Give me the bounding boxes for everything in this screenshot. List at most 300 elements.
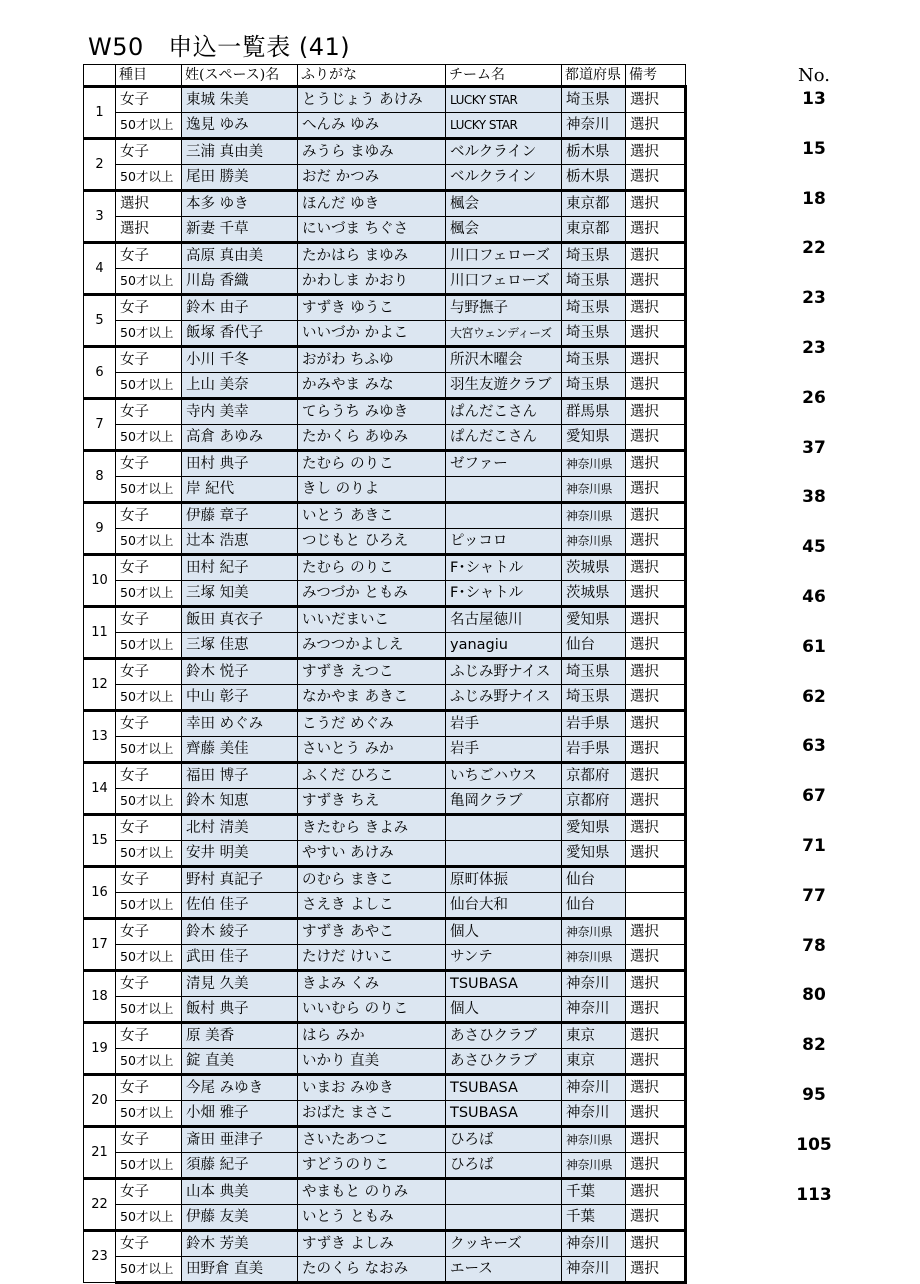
cell-furigana: のむら まきこ bbox=[298, 867, 446, 893]
cell-name: 原 美香 bbox=[182, 1023, 298, 1049]
cell-remarks: 選択 bbox=[626, 503, 686, 529]
cell-name: 須藤 紀子 bbox=[182, 1153, 298, 1179]
cell-event: 選択 bbox=[116, 191, 182, 217]
table-row bbox=[84, 1101, 686, 1127]
cell-remarks: 選択 bbox=[626, 1101, 686, 1127]
cell-name: 寺内 美幸 bbox=[182, 399, 298, 425]
cell-pref: 東京 bbox=[562, 1023, 626, 1049]
table-row bbox=[84, 1127, 686, 1153]
cell-team: あさひクラブ bbox=[446, 1049, 562, 1075]
cell-name: 尾田 勝美 bbox=[182, 165, 298, 191]
entry-index: 16 bbox=[84, 867, 116, 919]
cell-remarks: 選択 bbox=[626, 321, 686, 347]
cell-team: ゼファー bbox=[446, 451, 562, 477]
cell-event: 50才以上 bbox=[116, 373, 182, 399]
cell-name: 飯村 典子 bbox=[182, 997, 298, 1023]
cell-team: 仙台大和 bbox=[446, 893, 562, 919]
cell-furigana: たむら のりこ bbox=[298, 451, 446, 477]
table-row bbox=[84, 139, 686, 165]
cell-event: 女子 bbox=[116, 243, 182, 269]
cell-remarks: 選択 bbox=[626, 451, 686, 477]
entry-index: 10 bbox=[84, 555, 116, 607]
cell-event: 50才以上 bbox=[116, 425, 182, 451]
table-row bbox=[84, 711, 686, 737]
cell-event: 50才以上 bbox=[116, 581, 182, 607]
table-row bbox=[84, 1205, 686, 1231]
table-row bbox=[84, 347, 686, 373]
cell-pref: 愛知県 bbox=[562, 425, 626, 451]
cell-pref: 愛知県 bbox=[562, 607, 626, 633]
cell-furigana: さいとう みか bbox=[298, 737, 446, 763]
cell-remarks: 選択 bbox=[626, 841, 686, 867]
cell-remarks: 選択 bbox=[626, 139, 686, 165]
cell-team bbox=[446, 841, 562, 867]
cell-name: 中山 彰子 bbox=[182, 685, 298, 711]
cell-event: 女子 bbox=[116, 1023, 182, 1049]
cell-pref: 神奈川県 bbox=[562, 477, 626, 503]
cell-name: 田村 典子 bbox=[182, 451, 298, 477]
header-remarks: 備考 bbox=[626, 65, 686, 87]
cell-pref: 埼玉県 bbox=[562, 295, 626, 321]
cell-remarks: 選択 bbox=[626, 919, 686, 945]
cell-pref: 京都府 bbox=[562, 789, 626, 815]
header-team: チーム名 bbox=[446, 65, 562, 87]
cell-pref: 東京都 bbox=[562, 191, 626, 217]
table-row bbox=[84, 659, 686, 685]
cell-pref: 埼玉県 bbox=[562, 243, 626, 269]
cell-pref: 神奈川 bbox=[562, 997, 626, 1023]
cell-remarks: 選択 bbox=[626, 347, 686, 373]
cell-event: 女子 bbox=[116, 815, 182, 841]
cell-team: ぱんだこさん bbox=[446, 425, 562, 451]
cell-name: 田村 紀子 bbox=[182, 555, 298, 581]
cell-name: 武田 佳子 bbox=[182, 945, 298, 971]
table-row bbox=[84, 295, 686, 321]
table-row bbox=[84, 503, 686, 529]
cell-event: 女子 bbox=[116, 451, 182, 477]
cell-furigana: みうら まゆみ bbox=[298, 139, 446, 165]
cell-name: 佐伯 佳子 bbox=[182, 893, 298, 919]
cell-team: エース bbox=[446, 1257, 562, 1283]
cell-pref: 仙台 bbox=[562, 633, 626, 659]
cell-remarks: 選択 bbox=[626, 113, 686, 139]
cell-name: 三浦 真由美 bbox=[182, 139, 298, 165]
cell-team: TSUBASA bbox=[446, 971, 562, 997]
cell-team: LUCKY STAR bbox=[446, 87, 562, 113]
cell-team: ぱんだこさん bbox=[446, 399, 562, 425]
table-row bbox=[84, 737, 686, 763]
cell-pref: 仙台 bbox=[562, 867, 626, 893]
entry-index: 14 bbox=[84, 763, 116, 815]
table-row bbox=[84, 867, 686, 893]
cell-team: 楓会 bbox=[446, 217, 562, 243]
cell-furigana: たむら のりこ bbox=[298, 555, 446, 581]
entry-index: 1 bbox=[84, 87, 116, 139]
cell-furigana: へんみ ゆみ bbox=[298, 113, 446, 139]
cell-team: サンテ bbox=[446, 945, 562, 971]
entry-number: 23 bbox=[802, 288, 826, 309]
cell-event: 女子 bbox=[116, 971, 182, 997]
header-furigana: ふりがな bbox=[298, 65, 446, 87]
cell-furigana: みつつかよしえ bbox=[298, 633, 446, 659]
entry-number: 23 bbox=[802, 338, 826, 358]
cell-remarks: 選択 bbox=[626, 659, 686, 685]
cell-remarks bbox=[626, 867, 686, 893]
table-row bbox=[84, 789, 686, 815]
cell-pref: 神奈川 bbox=[562, 1231, 626, 1257]
entry-index: 19 bbox=[84, 1023, 116, 1075]
cell-remarks: 選択 bbox=[626, 685, 686, 711]
cell-pref: 茨城県 bbox=[562, 555, 626, 581]
cell-name: 幸田 めぐみ bbox=[182, 711, 298, 737]
header-row bbox=[84, 65, 686, 87]
cell-furigana: みつづか ともみ bbox=[298, 581, 446, 607]
entry-index: 13 bbox=[84, 711, 116, 763]
entry-index: 20 bbox=[84, 1075, 116, 1127]
cell-furigana: いとう あきこ bbox=[298, 503, 446, 529]
entry-number: 46 bbox=[802, 587, 826, 607]
cell-event: 50才以上 bbox=[116, 633, 182, 659]
cell-remarks: 選択 bbox=[626, 737, 686, 763]
cell-team: 大宮ウェンディーズ bbox=[446, 321, 562, 347]
table-row bbox=[84, 1153, 686, 1179]
cell-team: F･シャトル bbox=[446, 581, 562, 607]
cell-remarks: 選択 bbox=[626, 165, 686, 191]
cell-team bbox=[446, 1205, 562, 1231]
cell-name: 三塚 知美 bbox=[182, 581, 298, 607]
cell-remarks: 選択 bbox=[626, 789, 686, 815]
entry-index: 2 bbox=[84, 139, 116, 191]
header-index bbox=[84, 65, 116, 87]
cell-team: クッキーズ bbox=[446, 1231, 562, 1257]
cell-pref: 埼玉県 bbox=[562, 685, 626, 711]
cell-team: ベルクライン bbox=[446, 165, 562, 191]
cell-event: 女子 bbox=[116, 867, 182, 893]
table-row bbox=[84, 919, 686, 945]
entry-number: 113 bbox=[796, 1184, 832, 1205]
cell-furigana: いいだまいこ bbox=[298, 607, 446, 633]
table-row bbox=[84, 763, 686, 789]
cell-team: ピッコロ bbox=[446, 529, 562, 555]
cell-name: 錠 直美 bbox=[182, 1049, 298, 1075]
entry-index: 18 bbox=[84, 971, 116, 1023]
cell-event: 女子 bbox=[116, 503, 182, 529]
cell-remarks: 選択 bbox=[626, 529, 686, 555]
cell-event: 女子 bbox=[116, 711, 182, 737]
cell-remarks: 選択 bbox=[626, 1205, 686, 1231]
entry-number: 105 bbox=[796, 1134, 832, 1155]
table-row bbox=[84, 243, 686, 269]
cell-remarks: 選択 bbox=[626, 815, 686, 841]
cell-name: 山本 典美 bbox=[182, 1179, 298, 1205]
cell-event: 女子 bbox=[116, 1231, 182, 1257]
header-prefecture: 都道府県 bbox=[562, 65, 626, 87]
cell-pref: 仙台 bbox=[562, 893, 626, 919]
cell-furigana: おだ かつみ bbox=[298, 165, 446, 191]
cell-event: 50才以上 bbox=[116, 945, 182, 971]
cell-name: 伊藤 章子 bbox=[182, 503, 298, 529]
cell-pref: 神奈川県 bbox=[562, 503, 626, 529]
cell-name: 鈴木 知恵 bbox=[182, 789, 298, 815]
cell-furigana: おがわ ちふゆ bbox=[298, 347, 446, 373]
table-row bbox=[84, 607, 686, 633]
cell-name: 飯塚 香代子 bbox=[182, 321, 298, 347]
table-row bbox=[84, 1179, 686, 1205]
cell-furigana: ふくだ ひろこ bbox=[298, 763, 446, 789]
cell-team: 岩手 bbox=[446, 711, 562, 737]
entry-index: 4 bbox=[84, 243, 116, 295]
entry-index: 22 bbox=[84, 1179, 116, 1231]
cell-furigana: きよみ くみ bbox=[298, 971, 446, 997]
cell-remarks: 選択 bbox=[626, 1049, 686, 1075]
entry-number: 18 bbox=[802, 188, 826, 209]
cell-furigana: にいづま ちぐさ bbox=[298, 217, 446, 243]
cell-furigana: てらうち みゆき bbox=[298, 399, 446, 425]
cell-event: 50才以上 bbox=[116, 321, 182, 347]
cell-name: 福田 博子 bbox=[182, 763, 298, 789]
table-row bbox=[84, 425, 686, 451]
table-row bbox=[84, 893, 686, 919]
cell-name: 北村 清美 bbox=[182, 815, 298, 841]
entry-index: 11 bbox=[84, 607, 116, 659]
cell-remarks: 選択 bbox=[626, 217, 686, 243]
entry-number: 38 bbox=[802, 487, 826, 508]
table-row bbox=[84, 1023, 686, 1049]
cell-name: 鈴木 芳美 bbox=[182, 1231, 298, 1257]
cell-event: 女子 bbox=[116, 763, 182, 789]
cell-event: 50才以上 bbox=[116, 113, 182, 139]
table-row bbox=[84, 321, 686, 347]
cell-team: ふじみ野ナイス bbox=[446, 685, 562, 711]
entry-number: 61 bbox=[802, 636, 826, 657]
cell-team: いちごハウス bbox=[446, 763, 562, 789]
cell-team: 楓会 bbox=[446, 191, 562, 217]
table-row bbox=[84, 373, 686, 399]
cell-team: あさひクラブ bbox=[446, 1023, 562, 1049]
cell-event: 女子 bbox=[116, 555, 182, 581]
cell-team: yanagiu bbox=[446, 633, 562, 659]
cell-remarks bbox=[626, 893, 686, 919]
cell-name: 今尾 みゆき bbox=[182, 1075, 298, 1101]
cell-furigana: いとう ともみ bbox=[298, 1205, 446, 1231]
cell-event: 50才以上 bbox=[116, 1153, 182, 1179]
cell-name: 鈴木 由子 bbox=[182, 295, 298, 321]
cell-remarks: 選択 bbox=[626, 945, 686, 971]
cell-furigana: たけだ けいこ bbox=[298, 945, 446, 971]
table-row bbox=[84, 113, 686, 139]
entry-index: 12 bbox=[84, 659, 116, 711]
cell-remarks: 選択 bbox=[626, 997, 686, 1023]
entry-number: 26 bbox=[802, 387, 826, 408]
cell-furigana: かみやま みな bbox=[298, 373, 446, 399]
cell-event: 女子 bbox=[116, 659, 182, 685]
table-row bbox=[84, 217, 686, 243]
cell-name: 川島 香織 bbox=[182, 269, 298, 295]
cell-team bbox=[446, 503, 562, 529]
cell-name: 本多 ゆき bbox=[182, 191, 298, 217]
cell-furigana: すずき ゆうこ bbox=[298, 295, 446, 321]
cell-event: 女子 bbox=[116, 1179, 182, 1205]
cell-pref: 千葉 bbox=[562, 1205, 626, 1231]
cell-remarks: 選択 bbox=[626, 399, 686, 425]
cell-name: 東城 朱美 bbox=[182, 87, 298, 113]
cell-furigana: さえき よしこ bbox=[298, 893, 446, 919]
table-row bbox=[84, 685, 686, 711]
entry-table bbox=[83, 64, 687, 1284]
entry-number: 15 bbox=[802, 138, 826, 159]
cell-pref: 埼玉県 bbox=[562, 373, 626, 399]
entry-number: 71 bbox=[802, 836, 826, 856]
table-row bbox=[84, 1257, 686, 1283]
cell-event: 女子 bbox=[116, 347, 182, 373]
table-row bbox=[84, 971, 686, 997]
table-body bbox=[84, 87, 686, 1283]
cell-event: 50才以上 bbox=[116, 841, 182, 867]
entry-number: 80 bbox=[802, 985, 826, 1006]
table-row bbox=[84, 555, 686, 581]
entry-number: 78 bbox=[802, 935, 826, 956]
cell-pref: 神奈川県 bbox=[562, 1127, 626, 1153]
cell-furigana: すずき ちえ bbox=[298, 789, 446, 815]
cell-event: 50才以上 bbox=[116, 1101, 182, 1127]
cell-furigana: いまお みゆき bbox=[298, 1075, 446, 1101]
cell-remarks: 選択 bbox=[626, 1179, 686, 1205]
entry-number: 77 bbox=[802, 885, 826, 906]
cell-furigana: たのくら なおみ bbox=[298, 1257, 446, 1283]
table-row bbox=[84, 1049, 686, 1075]
cell-name: 三塚 佳恵 bbox=[182, 633, 298, 659]
cell-name: 飯田 真衣子 bbox=[182, 607, 298, 633]
cell-team: TSUBASA bbox=[446, 1075, 562, 1101]
cell-event: 50才以上 bbox=[116, 893, 182, 919]
table-row bbox=[84, 451, 686, 477]
cell-team: F･シャトル bbox=[446, 555, 562, 581]
cell-remarks: 選択 bbox=[626, 1075, 686, 1101]
cell-name: 上山 美奈 bbox=[182, 373, 298, 399]
cell-event: 女子 bbox=[116, 607, 182, 633]
cell-remarks: 選択 bbox=[626, 373, 686, 399]
entry-index: 3 bbox=[84, 191, 116, 243]
entry-index: 21 bbox=[84, 1127, 116, 1179]
entry-number: 45 bbox=[802, 537, 826, 558]
cell-furigana: いかり 直美 bbox=[298, 1049, 446, 1075]
table-row bbox=[84, 997, 686, 1023]
cell-remarks: 選択 bbox=[626, 295, 686, 321]
entry-number: 67 bbox=[802, 786, 826, 807]
cell-pref: 愛知県 bbox=[562, 841, 626, 867]
cell-pref: 栃木県 bbox=[562, 165, 626, 191]
cell-team bbox=[446, 477, 562, 503]
cell-pref: 神奈川 bbox=[562, 1257, 626, 1283]
cell-name: 齊藤 美佳 bbox=[182, 737, 298, 763]
cell-name: 田野倉 直美 bbox=[182, 1257, 298, 1283]
cell-name: 高原 真由美 bbox=[182, 243, 298, 269]
cell-remarks: 選択 bbox=[626, 1127, 686, 1153]
cell-team: ふじみ野ナイス bbox=[446, 659, 562, 685]
cell-remarks: 選択 bbox=[626, 581, 686, 607]
cell-name: 清見 久美 bbox=[182, 971, 298, 997]
cell-event: 50才以上 bbox=[116, 1205, 182, 1231]
cell-furigana: かわしま かおり bbox=[298, 269, 446, 295]
cell-furigana: きたむら きよみ bbox=[298, 815, 446, 841]
entry-index: 7 bbox=[84, 399, 116, 451]
entry-number: 22 bbox=[802, 238, 826, 259]
cell-team: ひろば bbox=[446, 1153, 562, 1179]
cell-pref: 神奈川県 bbox=[562, 529, 626, 555]
cell-pref: 東京 bbox=[562, 1049, 626, 1075]
cell-furigana: いいむら のりこ bbox=[298, 997, 446, 1023]
cell-pref: 群馬県 bbox=[562, 399, 626, 425]
cell-team: ベルクライン bbox=[446, 139, 562, 165]
cell-name: 新妻 千草 bbox=[182, 217, 298, 243]
cell-pref: 栃木県 bbox=[562, 139, 626, 165]
cell-team: 川口フェローズ bbox=[446, 243, 562, 269]
cell-furigana: はら みか bbox=[298, 1023, 446, 1049]
header-name: 姓(スペース)名 bbox=[182, 65, 298, 87]
entry-index: 23 bbox=[84, 1231, 116, 1283]
cell-pref: 千葉 bbox=[562, 1179, 626, 1205]
cell-event: 50才以上 bbox=[116, 685, 182, 711]
cell-pref: 埼玉県 bbox=[562, 269, 626, 295]
cell-furigana: いいづか かよこ bbox=[298, 321, 446, 347]
entry-number: 62 bbox=[802, 686, 826, 707]
cell-name: 岸 紀代 bbox=[182, 477, 298, 503]
cell-event: 50才以上 bbox=[116, 737, 182, 763]
cell-name: 辻本 浩恵 bbox=[182, 529, 298, 555]
cell-remarks: 選択 bbox=[626, 971, 686, 997]
cell-pref: 埼玉県 bbox=[562, 659, 626, 685]
entry-index: 17 bbox=[84, 919, 116, 971]
cell-event: 女子 bbox=[116, 399, 182, 425]
cell-remarks: 選択 bbox=[626, 555, 686, 581]
cell-team: TSUBASA bbox=[446, 1101, 562, 1127]
cell-remarks: 選択 bbox=[626, 763, 686, 789]
cell-name: 鈴木 綾子 bbox=[182, 919, 298, 945]
cell-remarks: 選択 bbox=[626, 191, 686, 217]
table-row bbox=[84, 1075, 686, 1101]
entry-number: 82 bbox=[802, 1035, 826, 1056]
cell-event: 女子 bbox=[116, 295, 182, 321]
cell-pref: 埼玉県 bbox=[562, 321, 626, 347]
table-row bbox=[84, 269, 686, 295]
table-row bbox=[84, 399, 686, 425]
cell-furigana: すずき あやこ bbox=[298, 919, 446, 945]
cell-name: 斎田 亜津子 bbox=[182, 1127, 298, 1153]
cell-pref: 神奈川県 bbox=[562, 919, 626, 945]
cell-remarks: 選択 bbox=[626, 607, 686, 633]
cell-pref: 神奈川 bbox=[562, 113, 626, 139]
cell-pref: 東京都 bbox=[562, 217, 626, 243]
cell-pref: 岩手県 bbox=[562, 711, 626, 737]
cell-pref: 茨城県 bbox=[562, 581, 626, 607]
table-row bbox=[84, 165, 686, 191]
entry-index: 8 bbox=[84, 451, 116, 503]
cell-remarks: 選択 bbox=[626, 1257, 686, 1283]
cell-event: 50才以上 bbox=[116, 997, 182, 1023]
cell-remarks: 選択 bbox=[626, 1153, 686, 1179]
cell-team: ひろば bbox=[446, 1127, 562, 1153]
entry-index: 5 bbox=[84, 295, 116, 347]
cell-pref: 神奈川 bbox=[562, 971, 626, 997]
cell-team: 亀岡クラブ bbox=[446, 789, 562, 815]
cell-event: 女子 bbox=[116, 1127, 182, 1153]
table-row bbox=[84, 191, 686, 217]
cell-name: 小畑 雅子 bbox=[182, 1101, 298, 1127]
cell-furigana: つじもと ひろえ bbox=[298, 529, 446, 555]
cell-furigana: やすい あけみ bbox=[298, 841, 446, 867]
cell-event: 50才以上 bbox=[116, 1049, 182, 1075]
cell-furigana: おばた まさこ bbox=[298, 1101, 446, 1127]
